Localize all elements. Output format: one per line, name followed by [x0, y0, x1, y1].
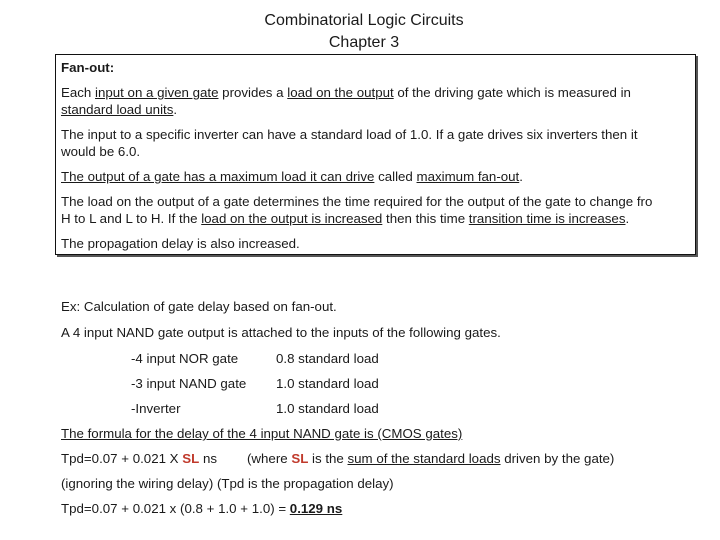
underlined-term: transition time is increases	[468, 211, 626, 226]
text-span: provides a	[218, 85, 288, 100]
underlined-term: input on a given gate	[95, 85, 219, 100]
fanout-para4-line2	[61, 210, 629, 227]
underlined-term: standard load units	[61, 102, 174, 117]
formula-line	[61, 450, 217, 467]
fanout-para2-line1: The input to a specific inverter can have a standard load of 1.0. If a gate drives six inverters then it	[61, 127, 638, 142]
text-span: .	[173, 102, 178, 117]
gate-name: -4 input NOR gate	[131, 351, 239, 366]
sl-symbol: SL	[182, 451, 200, 466]
text-span: driven by the gate)	[500, 451, 615, 466]
underlined-term: maximum fan-out	[416, 169, 520, 184]
gate-name: -3 input NAND gate	[131, 376, 247, 391]
formula-note: (ignoring the wiring delay) (Tpd is the propagation delay)	[61, 476, 394, 491]
text-span: Tpd=0.07 + 0.021 X	[61, 451, 183, 466]
fanout-heading: Fan-out:	[61, 60, 115, 75]
underlined-term: sum of the standard loads	[347, 451, 501, 466]
text-span: Tpd=0.07 + 0.021 x (0.8 + 1.0 + 1.0) =	[61, 501, 290, 516]
gate-load: 0.8 standard load	[276, 351, 379, 366]
sl-symbol: SL	[291, 451, 309, 466]
text-span: .	[625, 211, 630, 226]
underlined-term: load on the output	[287, 85, 394, 100]
gate-name: -Inverter	[131, 401, 181, 416]
text-span: is the	[308, 451, 348, 466]
text-span: .	[519, 169, 523, 184]
fanout-para5: The propagation delay is also increased.	[61, 236, 300, 251]
gate-load: 1.0 standard load	[276, 401, 379, 416]
formula-heading: The formula for the delay of the 4 input NAND gate is (CMOS gates)	[61, 426, 463, 441]
underlined-term: load on the output is increased	[201, 211, 383, 226]
example-heading: Ex: Calculation of gate delay based on fan-out.	[61, 299, 337, 314]
text-span: called	[374, 169, 417, 184]
page-title: Combinatorial Logic Circuits	[264, 12, 464, 29]
text-span: of the driving gate which is measured in	[393, 85, 631, 100]
fanout-para4-line1: The load on the output of a gate determines the time required for the output of the gate to change fro	[61, 194, 653, 209]
example-intro: A 4 input NAND gate output is attached to the inputs of the following gates.	[61, 325, 501, 340]
text-span: then this time	[382, 211, 469, 226]
fanout-para1-line1	[61, 84, 631, 101]
fanout-para1-line2	[61, 101, 177, 118]
result-answer: 0.129 ns	[289, 501, 343, 516]
text-span: H to L and L to H. If the	[61, 211, 202, 226]
underlined-term: The output of a gate has a maximum load it can drive	[61, 169, 375, 184]
text-span: Each	[61, 85, 96, 100]
result-line	[61, 500, 342, 517]
fanout-para2-line2: would be 6.0.	[61, 144, 141, 159]
fanout-para3	[61, 168, 523, 185]
text-span: (where	[247, 451, 292, 466]
text-span: ns	[199, 451, 217, 466]
formula-explanation	[247, 450, 614, 467]
gate-load: 1.0 standard load	[276, 376, 379, 391]
chapter-subtitle: Chapter 3	[328, 34, 400, 51]
